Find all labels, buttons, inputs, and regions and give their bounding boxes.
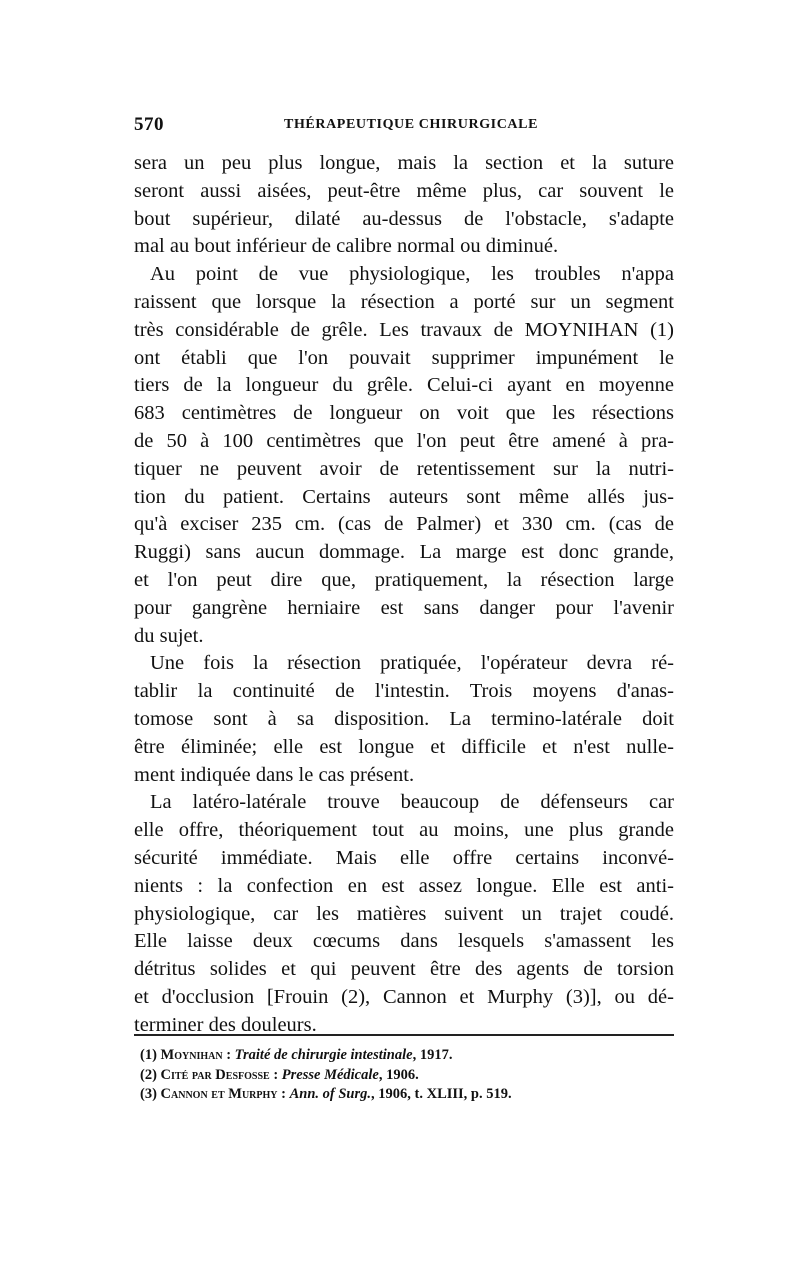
footnote-separator: : — [222, 1047, 235, 1063]
footnote-title: Ann. of Surg. — [289, 1086, 372, 1102]
text-line: et l'on peut dire que, pratiquement, la résection large — [134, 568, 674, 591]
footnote-author: Moynihan — [160, 1047, 223, 1063]
text-line: être éliminée; elle est longue et difficile et n'est nulle- — [134, 735, 674, 758]
text-line: ont établi que l'on pouvait supprimer impunément le — [134, 346, 674, 369]
paragraph — [134, 650, 674, 789]
page-number: 570 — [134, 114, 164, 135]
body-text — [134, 150, 674, 1040]
footnote-details: , 1906, t. XLIII, p. 519. — [371, 1086, 512, 1102]
text-line: raissent que lorsque la résection a porté sur un segment — [134, 290, 674, 313]
text-line: tiquer ne peuvent avoir de retentissement sur la nutri- — [134, 457, 674, 480]
footnote-number: (1) — [140, 1047, 157, 1063]
paragraph — [134, 150, 674, 261]
text-line: détritus solides et qui peuvent être des agents de torsion — [134, 958, 674, 981]
text-line: seront aussi aisées, peut-être même plus, car souvent le — [134, 179, 674, 202]
paragraph — [134, 789, 674, 1039]
footnote-author: Cité par Desfosse — [160, 1066, 270, 1083]
text-line: Une fois la résection pratiquée, l'opérateur devra ré- — [150, 652, 674, 675]
text-line: ment indiquée dans le cas présent. — [134, 763, 415, 786]
text-line: et d'occlusion [Frouin (2), Cannon et Murphy (3)], ou dé- — [134, 985, 674, 1008]
text-line: physiologique, car les matières suivent un trajet coudé. — [134, 902, 674, 925]
text-line: mal au bout inférieur de calibre normal ou diminué. — [134, 235, 559, 258]
footnote — [140, 1085, 660, 1105]
footnotes — [140, 1046, 660, 1105]
text-line: 683 centimètres de longueur on voit que les résections — [134, 402, 674, 425]
footnote-separator: : — [269, 1066, 282, 1083]
footnote-details: , 1917. — [412, 1047, 453, 1063]
paragraph — [134, 261, 674, 650]
text-line: très considérable de grêle. Les travaux de MOYNIHAN (1) — [134, 318, 674, 341]
footnote-number: (3) — [140, 1086, 157, 1102]
footnote-author: Cannon et Murphy — [160, 1086, 278, 1102]
page-header — [134, 114, 674, 142]
text-line: nients : la confection en est assez longue. Elle est anti- — [134, 874, 674, 897]
footnote-divider — [134, 1034, 674, 1036]
text-line: de 50 à 100 centimètres que l'on peut être amené à pra- — [134, 429, 674, 452]
footnote-number: (2) — [140, 1066, 157, 1083]
text-line: Au point de vue physiologique, les troubles n'appa — [150, 263, 674, 286]
text-line: qu'à exciser 235 cm. (cas de Palmer) et 330 cm. (cas de — [134, 513, 674, 536]
footnote — [140, 1066, 660, 1086]
footnote-details: , 1906. — [378, 1066, 419, 1083]
running-title: THÉRAPEUTIQUE CHIRURGICALE — [284, 117, 539, 132]
text-line: Elle laisse deux cœcums dans lesquels s'amassent les — [134, 930, 674, 953]
text-line: sécurité immédiate. Mais elle offre certains inconvé- — [134, 846, 674, 869]
text-line: La latéro-latérale trouve beaucoup de défenseurs car — [150, 791, 674, 814]
text-line: elle offre, théoriquement tout au moins, une plus grande — [134, 819, 674, 842]
text-line: Ruggi) sans aucun dommage. La marge est donc grande, — [134, 541, 674, 564]
text-line: du sujet. — [134, 624, 204, 647]
text-line: tablir la continuité de l'intestin. Trois moyens d'anas- — [134, 680, 674, 703]
text-line: tiers de la longueur du grêle. Celui-ci ayant en moyenne — [134, 374, 674, 397]
text-line: pour gangrène herniaire est sans danger pour l'avenir — [134, 596, 674, 619]
footnote-title: Traité de chirurgie intestinale — [234, 1047, 413, 1063]
text-line: bout supérieur, dilaté au-dessus de l'obstacle, s'adapte — [134, 207, 674, 230]
text-line: sera un peu plus longue, mais la section et la suture — [134, 152, 674, 174]
footnote — [140, 1046, 660, 1066]
text-line: tion du patient. Certains auteurs sont même allés jus- — [134, 485, 674, 508]
text-line: tomose sont à sa disposition. La termino-latérale doit — [134, 707, 674, 730]
footnote-title: Presse Médicale — [281, 1066, 379, 1083]
text-line: terminer des douleurs. — [134, 1013, 317, 1036]
footnote-separator: : — [277, 1086, 290, 1102]
